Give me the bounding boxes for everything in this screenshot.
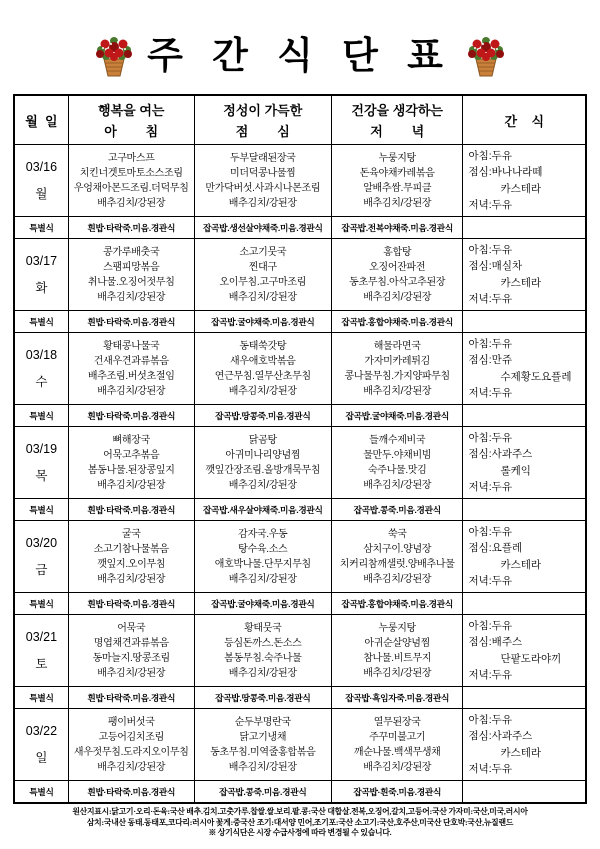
lunch-menu-line: 배추김치/강된장 xyxy=(228,761,297,773)
lunch-cell xyxy=(194,615,331,687)
snack-line: 점심:매실차 xyxy=(468,260,523,273)
day-cell xyxy=(14,239,68,311)
special-menu-cell: 잡곡밥.굴야채죽.미음.경관식 xyxy=(331,405,463,427)
menu-day-row xyxy=(14,615,586,687)
breakfast-cell xyxy=(68,427,194,499)
snack-line: 아침:두유 xyxy=(468,243,512,256)
snack-line: 저녁:두유 xyxy=(468,198,512,211)
lunch-menu-line: 두부달래된장국 xyxy=(230,152,296,164)
dinner-menu-line: 깨순나물.백색무생채 xyxy=(353,746,441,758)
weekday-label: 수 xyxy=(35,374,48,389)
special-menu-cell: 흰밥·타락죽.미음.경관식 xyxy=(68,311,194,333)
snack-line: 아침:두유 xyxy=(468,619,512,632)
snack-line: 아침:두유 xyxy=(468,525,512,538)
snack-cell xyxy=(463,239,586,311)
special-diet-row xyxy=(14,405,586,427)
dinner-menu-line: 배추김치/강된장 xyxy=(363,385,432,397)
breakfast-menu-line: 건새우견과류볶음 xyxy=(93,355,169,367)
header-lunch-line1: 정성이 가득한 xyxy=(223,103,303,118)
special-menu-cell: 흰밥·타락죽.미음.경관식 xyxy=(68,499,194,521)
snack-cell xyxy=(463,333,586,405)
snack-line: 카스테라 xyxy=(500,558,542,571)
lunch-menu-line: 배추김치/강된장 xyxy=(228,291,297,303)
weekday-label: 토 xyxy=(35,656,48,671)
snack-line: 롤케익 xyxy=(500,464,531,477)
special-menu-cell: 흰밥·타락죽.미음.경관식 xyxy=(68,405,194,427)
menu-table-body xyxy=(14,145,586,804)
menu-day-row xyxy=(14,239,586,311)
special-label-cell: 특별식 xyxy=(14,405,68,427)
breakfast-menu-line: 콩가루배춧국 xyxy=(103,246,160,258)
lunch-menu-line: 봄동무침.숙주나물 xyxy=(224,652,302,664)
special-label-cell: 특별식 xyxy=(14,311,68,333)
special-empty-cell xyxy=(463,593,586,615)
special-empty-cell xyxy=(463,405,586,427)
lunch-menu-line: 탕수육.소스 xyxy=(238,543,288,555)
special-menu-cell: 잡곡밥.굴야채죽.미음.경관식 xyxy=(194,593,331,615)
special-menu-cell: 잡곡밥·흑임자죽.미음.경관식 xyxy=(331,687,463,709)
special-diet-row xyxy=(14,311,586,333)
breakfast-menu-line: 취나물.오징어젓무침 xyxy=(87,276,175,288)
snack-line: 저녁:두유 xyxy=(468,480,512,493)
breakfast-menu-line: 배추김치/강된장 xyxy=(97,761,166,773)
lunch-menu-line: 오이무침.고구마조림 xyxy=(219,276,307,288)
header-dinner-line1: 건강을 생각하는 xyxy=(351,103,443,118)
date-label: 03/21 xyxy=(25,629,58,644)
snack-line: 카스테라 xyxy=(500,746,542,759)
snack-line: 아침:두유 xyxy=(468,431,512,444)
dinner-menu-line: 배추김치/강된장 xyxy=(363,573,432,585)
breakfast-menu-line: 황태콩나물국 xyxy=(103,340,160,352)
lunch-menu-line: 미더덕콩나물찜 xyxy=(230,167,296,179)
menu-day-row xyxy=(14,709,586,781)
special-label-cell: 특별식 xyxy=(14,217,68,239)
lunch-cell xyxy=(194,145,331,217)
lunch-menu-line: 깻잎간장조림.올방개묵무침 xyxy=(205,464,321,476)
breakfast-menu-line: 명엽채견과류볶음 xyxy=(93,637,169,649)
dinner-menu-line: 쑥국 xyxy=(387,528,407,540)
special-menu-cell: 잡곡밥.전복야채죽.미음.경관식 xyxy=(331,217,463,239)
dinner-cell xyxy=(331,239,463,311)
breakfast-menu-line: 배추김치/강된장 xyxy=(97,479,166,491)
special-empty-cell xyxy=(463,217,586,239)
lunch-cell xyxy=(194,239,331,311)
lunch-menu-line: 순두부명란국 xyxy=(234,716,291,728)
lunch-menu-line: 배추김치/강된장 xyxy=(228,667,297,679)
header-breakfast-line1: 행복을 여는 xyxy=(98,103,165,118)
weekday-label: 화 xyxy=(35,280,48,295)
lunch-menu-line: 배추김치/강된장 xyxy=(228,197,297,209)
lunch-menu-line: 동초무침.미역줄홍합볶음 xyxy=(210,746,316,758)
snack-line: 저녁:두유 xyxy=(468,762,512,775)
dinner-menu-line: 배추김치/강된장 xyxy=(363,761,432,773)
special-label-cell: 특별식 xyxy=(14,687,68,709)
header-date xyxy=(14,95,68,145)
dinner-menu-line: 홍합탕 xyxy=(383,246,412,258)
dinner-cell xyxy=(331,427,463,499)
snack-line: 점심:바나나라떼 xyxy=(468,166,543,179)
dinner-menu-line: 배추김치/강된장 xyxy=(363,291,432,303)
snack-cell xyxy=(463,521,586,593)
day-cell xyxy=(14,145,68,217)
snack-line: 아침:두유 xyxy=(468,149,512,162)
dinner-cell xyxy=(331,333,463,405)
header-lunch-line2: 점 심 xyxy=(235,124,290,139)
date-label: 03/18 xyxy=(25,347,58,362)
day-cell xyxy=(14,333,68,405)
header-snack-label: 간 식 xyxy=(504,113,545,129)
dinner-menu-line: 오징어잔파전 xyxy=(369,261,426,273)
special-empty-cell xyxy=(463,781,586,804)
lunch-menu-line: 새우애호박볶음 xyxy=(230,355,296,367)
special-menu-cell: 흰밥·타락죽.미음.경관식 xyxy=(68,217,194,239)
dinner-menu-line: 배추김치/강된장 xyxy=(363,479,432,491)
special-empty-cell xyxy=(463,499,586,521)
dinner-menu-line: 콩나물무침.가지양파무침 xyxy=(344,370,450,382)
date-label: 03/17 xyxy=(25,253,58,268)
day-cell xyxy=(14,427,68,499)
date-label: 03/19 xyxy=(25,441,58,456)
special-menu-cell: 잡곡밥·흰죽.미음.경관식 xyxy=(331,781,463,804)
lunch-menu-line: 배추김치/강된장 xyxy=(228,573,297,585)
dinner-menu-line: 치커리참깨샐럿.양배추나물 xyxy=(339,558,455,570)
snack-line: 점심:요플레 xyxy=(468,542,523,555)
origin-labeling-line1: 원산지표시:닭고기·오리·돈육:국산 배추.김치.고춧가루.찹쌀.쌀.보리.팥.콩:국산 대합살.전복,오징어,갈치,고등어:국산 가자미:국산,미국,러시아 xyxy=(72,807,528,816)
dinner-menu-line: 배추김치/강된장 xyxy=(363,667,432,679)
dinner-menu-line: 가자미카레튀김 xyxy=(364,355,430,367)
dinner-menu-line: 누룽지탕 xyxy=(378,622,416,634)
snack-cell xyxy=(463,709,586,781)
special-menu-cell: 흰밥·타락죽.미음.경관식 xyxy=(68,687,194,709)
header-dinner xyxy=(331,95,463,145)
flower-bouquet-icon xyxy=(91,34,137,78)
special-diet-row xyxy=(14,687,586,709)
snack-line: 점심:사과주스 xyxy=(468,448,533,461)
snack-line: 저녁:두유 xyxy=(468,574,512,587)
dinner-menu-line: 물만두.야채비빔 xyxy=(363,449,432,461)
breakfast-menu-line: 팽이버섯국 xyxy=(107,716,155,728)
lunch-menu-line: 만가닥버섯.사과시나몬조림 xyxy=(205,182,321,194)
breakfast-menu-line: 어묵국 xyxy=(117,622,146,634)
menu-day-row xyxy=(14,145,586,217)
special-menu-cell: 잡곡밥.굴야채죽.미음.경관식 xyxy=(194,311,331,333)
dinner-menu-line: 열무된장국 xyxy=(373,716,421,728)
breakfast-menu-line: 봄동나물.된장콩잎지 xyxy=(87,464,175,476)
header-lunch xyxy=(194,95,331,145)
day-cell xyxy=(14,709,68,781)
title-row xyxy=(13,34,587,78)
menu-day-row xyxy=(14,333,586,405)
snack-line: 점심:배주스 xyxy=(468,636,523,649)
breakfast-menu-line: 고등어김치조림 xyxy=(98,731,164,743)
dinner-menu-line: 주꾸미불고기 xyxy=(369,731,426,743)
header-date-label: 월 일 xyxy=(25,113,58,129)
snack-cell xyxy=(463,615,586,687)
dinner-menu-line: 누룽지탕 xyxy=(378,152,416,164)
breakfast-cell xyxy=(68,145,194,217)
snack-line: 저녁:두유 xyxy=(468,386,512,399)
breakfast-menu-line: 깻잎지.오이무침 xyxy=(97,558,166,570)
flower-bouquet-icon xyxy=(463,34,509,78)
header-breakfast-line2: 아 침 xyxy=(104,124,159,139)
lunch-menu-line: 아귀미나리양념찜 xyxy=(225,449,301,461)
breakfast-menu-line: 배추김치/강된장 xyxy=(97,573,166,585)
weekday-label: 일 xyxy=(35,750,48,765)
snack-line: 아침:두유 xyxy=(468,337,512,350)
header-snack xyxy=(463,95,586,145)
breakfast-menu-line: 동마늘지.땅콩조림 xyxy=(92,652,170,664)
lunch-menu-line: 소고기뭇국 xyxy=(239,246,287,258)
snack-line: 카스테라 xyxy=(500,182,542,195)
breakfast-menu-line: 배추조림.버섯초절임 xyxy=(87,370,175,382)
dinner-menu-line: 아귀순살양념찜 xyxy=(364,637,430,649)
date-label: 03/22 xyxy=(25,723,58,738)
dinner-cell xyxy=(331,615,463,687)
breakfast-menu-line: 새우젓무침.도라지오이무침 xyxy=(73,746,189,758)
breakfast-menu-line: 어묵고추볶음 xyxy=(103,449,160,461)
lunch-cell xyxy=(194,333,331,405)
snack-line: 수제황도요플레 xyxy=(500,370,572,383)
lunch-menu-line: 감자국.우동 xyxy=(238,528,288,540)
dinner-menu-line: 삼치구이.양념장 xyxy=(363,543,432,555)
special-menu-cell: 잡곡밥.홍합야채죽.미음.경관식 xyxy=(331,311,463,333)
lunch-menu-line: 황태뭇국 xyxy=(244,622,282,634)
lunch-menu-line: 배추김치/강된장 xyxy=(228,479,297,491)
date-label: 03/16 xyxy=(25,159,58,174)
lunch-menu-line: 배추김치/강된장 xyxy=(228,385,297,397)
dinner-menu-line: 참나물.비트무지 xyxy=(363,652,432,664)
snack-cell xyxy=(463,427,586,499)
special-label-cell: 특별식 xyxy=(14,593,68,615)
special-menu-cell: 흰밥·타락죽.미음.경관식 xyxy=(68,593,194,615)
lunch-menu-line: 닭고기냉채 xyxy=(239,731,287,743)
special-diet-row xyxy=(14,217,586,239)
dinner-menu-line: 숙주나물.맛김 xyxy=(367,464,427,476)
special-label-cell: 특별식 xyxy=(14,781,68,804)
special-label-cell: 특별식 xyxy=(14,499,68,521)
breakfast-menu-line: 배추김치/강된장 xyxy=(97,385,166,397)
dinner-cell xyxy=(331,145,463,217)
weekday-label: 월 xyxy=(35,186,48,201)
breakfast-cell xyxy=(68,615,194,687)
breakfast-cell xyxy=(68,333,194,405)
dinner-menu-line: 알배추쌈.무피클 xyxy=(363,182,432,194)
breakfast-cell xyxy=(68,521,194,593)
breakfast-menu-line: 배추김치/강된장 xyxy=(97,667,166,679)
dinner-cell xyxy=(331,709,463,781)
breakfast-menu-line: 굴국 xyxy=(121,528,141,540)
lunch-menu-line: 등심돈까스.돈소스 xyxy=(224,637,302,649)
menu-day-row xyxy=(14,427,586,499)
lunch-menu-line: 찐대구 xyxy=(248,261,277,273)
special-menu-cell: 잡곡밥.콩죽.미음.경관식 xyxy=(331,499,463,521)
lunch-menu-line: 동태쑥갓탕 xyxy=(239,340,287,352)
day-cell xyxy=(14,615,68,687)
snack-line: 저녁:두유 xyxy=(468,292,512,305)
breakfast-menu-line: 소고기참나물볶음 xyxy=(93,543,169,555)
special-diet-row xyxy=(14,593,586,615)
lunch-menu-line: 닭곰탕 xyxy=(248,434,277,446)
dinner-cell xyxy=(331,521,463,593)
special-diet-row xyxy=(14,781,586,804)
special-menu-cell: 잡곡밥.생선살야채죽.미음.경관식 xyxy=(194,217,331,239)
menu-change-notice: ※ 상기식단은 시장 수급사정에 따라 변경될 수 있습니다. xyxy=(208,828,392,838)
lunch-menu-line: 애호박나물.단무지무침 xyxy=(214,558,311,570)
snack-line: 저녁:두유 xyxy=(468,668,512,681)
page-title: 주 간 식 단 표 xyxy=(147,35,453,77)
snack-cell xyxy=(463,145,586,217)
origin-labeling-line2: 삼치:국내산 동태.동태포,코다리:러시아 꽃게:중국산 조기:대서양 민어,조기포:국산 소고기:국산,호주산,미국산 단호박:국산,뉴질랜드 xyxy=(86,817,514,827)
breakfast-menu-line: 배추김치/강된장 xyxy=(97,291,166,303)
header-dinner-line2: 저 녁 xyxy=(370,124,425,139)
special-menu-cell: 흰밥·타락죽.미음.경관식 xyxy=(68,781,194,804)
lunch-menu-line: 연근무침.열무산초무침 xyxy=(214,370,311,382)
dinner-menu-line: 배추김치/강된장 xyxy=(363,197,432,209)
dinner-menu-line: 돈육야채카레볶음 xyxy=(359,167,435,179)
breakfast-menu-line: 스팸피망볶음 xyxy=(103,261,160,273)
lunch-cell xyxy=(194,521,331,593)
day-cell xyxy=(14,521,68,593)
footer-notes xyxy=(13,807,587,839)
special-empty-cell xyxy=(463,311,586,333)
snack-line: 단팥도라야끼 xyxy=(500,652,562,665)
snack-line: 카스테라 xyxy=(500,276,542,289)
breakfast-cell xyxy=(68,239,194,311)
table-header-row xyxy=(14,95,586,145)
snack-line: 점심:사과주스 xyxy=(468,730,533,743)
special-menu-cell: 잡곡밥.홍합야채죽.미음.경관식 xyxy=(331,593,463,615)
special-diet-row xyxy=(14,499,586,521)
date-label: 03/20 xyxy=(25,535,58,550)
dinner-menu-line: 동초무침.아삭고추된장 xyxy=(349,276,446,288)
breakfast-menu-line: 우엉채아몬드조림.더덕무침 xyxy=(73,182,189,194)
special-menu-cell: 잡곡밥.콩죽.미음.경관식 xyxy=(194,781,331,804)
weekday-label: 금 xyxy=(35,562,48,577)
breakfast-menu-line: 배추김치/강된장 xyxy=(97,197,166,209)
weekly-menu-table xyxy=(13,94,587,804)
special-menu-cell: 잡곡밥.땅콩죽.미음.경관식 xyxy=(194,405,331,427)
special-menu-cell: 잡곡밥.새우살야채죽.미음.경관식 xyxy=(194,499,331,521)
breakfast-menu-line: 고구마스프 xyxy=(107,152,155,164)
breakfast-menu-line: 뼈해장국 xyxy=(112,434,150,446)
special-empty-cell xyxy=(463,687,586,709)
header-breakfast xyxy=(68,95,194,145)
breakfast-cell xyxy=(68,709,194,781)
special-menu-cell: 잡곡밥.땅콩죽.미음.경관식 xyxy=(194,687,331,709)
breakfast-menu-line: 치킨너겟토마토소스조림 xyxy=(79,167,183,179)
weekday-label: 목 xyxy=(35,468,48,483)
menu-day-row xyxy=(14,521,586,593)
lunch-cell xyxy=(194,709,331,781)
dinner-menu-line: 해물라면국 xyxy=(373,340,421,352)
snack-line: 점심:만쥬 xyxy=(468,354,512,367)
snack-line: 아침:두유 xyxy=(468,713,512,726)
dinner-menu-line: 들깨수제비국 xyxy=(369,434,426,446)
lunch-cell xyxy=(194,427,331,499)
